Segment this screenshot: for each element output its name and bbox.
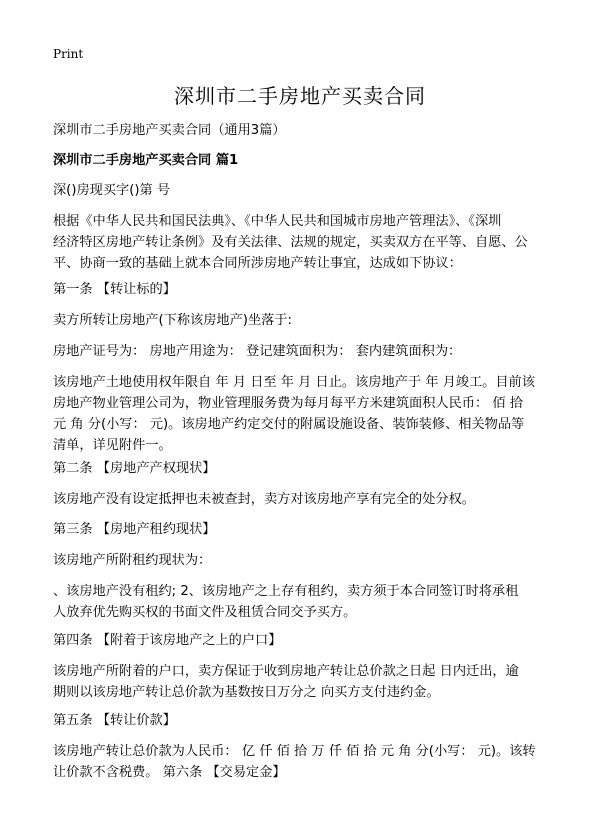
article-3-body: 、该房地产没有租约; 2、该房地产之上存有租约，卖方须于本合同签订时将承租 人放弃优先购买权的书面文件及租赁合同交予买方。 xyxy=(53,584,519,620)
print-link[interactable]: Print xyxy=(53,47,84,61)
article-1-details: 该房地产土地使用权年限自 年 月 日至 年 月 日止。该房地产于 年 月竣工。目前该 房地产物业管理公司为，物业管理服务费为每月每平方米建筑面积人民币： 佰 拾 元 角 分(小写： 元)。该房地产约定交付的附属设施设备、装饰装修、相关物品等 清单，详见附件一。 xyxy=(53,375,535,453)
article-3-title: 第三条 【房地产租约现状】 xyxy=(53,522,216,537)
article-5-title: 第五条 【转让价款】 xyxy=(53,713,176,728)
article-5-body: 该房地产转让总价款为人民币： 亿 仟 佰 拾 万 仟 佰 拾 元 角 分(小写： 元)。该转 让价款不含税费。 第六条 【交易定金】 xyxy=(53,744,536,780)
subtitle: 深圳市二手房地产买卖合同（通用3篇） xyxy=(53,123,286,138)
article-2-body: 该房地产没有设定抵押也未被查封，卖方对该房地产享有完全的处分权。 xyxy=(53,492,475,507)
article-2-title: 第二条 【房地产产权现状】 xyxy=(53,461,216,476)
intro-paragraph: 根据《中华人民共和国民法典》、《中华人民共和国城市房地产管理法》、《深圳 经济特区房地产转让条例》及有关法律、法规的规定，买卖双方在平等、自愿、公 平、协商一致的基础上就本合同所涉房地产转让事宜，达成如下协议： xyxy=(53,214,528,271)
contract-number: 深()房现买字()第 号 xyxy=(53,183,171,198)
page-title: 深圳市二手房地产买卖合同 xyxy=(174,84,426,108)
article-4-title: 第四条 【附着于该房地产之上的户口】 xyxy=(53,633,282,648)
article-4-body: 该房地产所附着的户口，卖方保证于收到房地产转让总价款之日起 日内迁出，逾 期则以该房地产转让总价款为基数按日万分之 向买方支付违约金。 xyxy=(53,664,519,700)
article-1-location: 卖方所转让房地产(下称该房地产)坐落于: xyxy=(53,313,292,328)
article-3-intro: 该房地产所附租约现状为： xyxy=(53,553,212,568)
article-1-title: 第一条 【转让标的】 xyxy=(53,282,176,297)
article-1-certificate: 房地产证号为： 房地产用途为： 登记建筑面积为： 套内建筑面积为： xyxy=(53,344,462,359)
section-heading: 深圳市二手房地产买卖合同 篇1 xyxy=(53,153,239,168)
